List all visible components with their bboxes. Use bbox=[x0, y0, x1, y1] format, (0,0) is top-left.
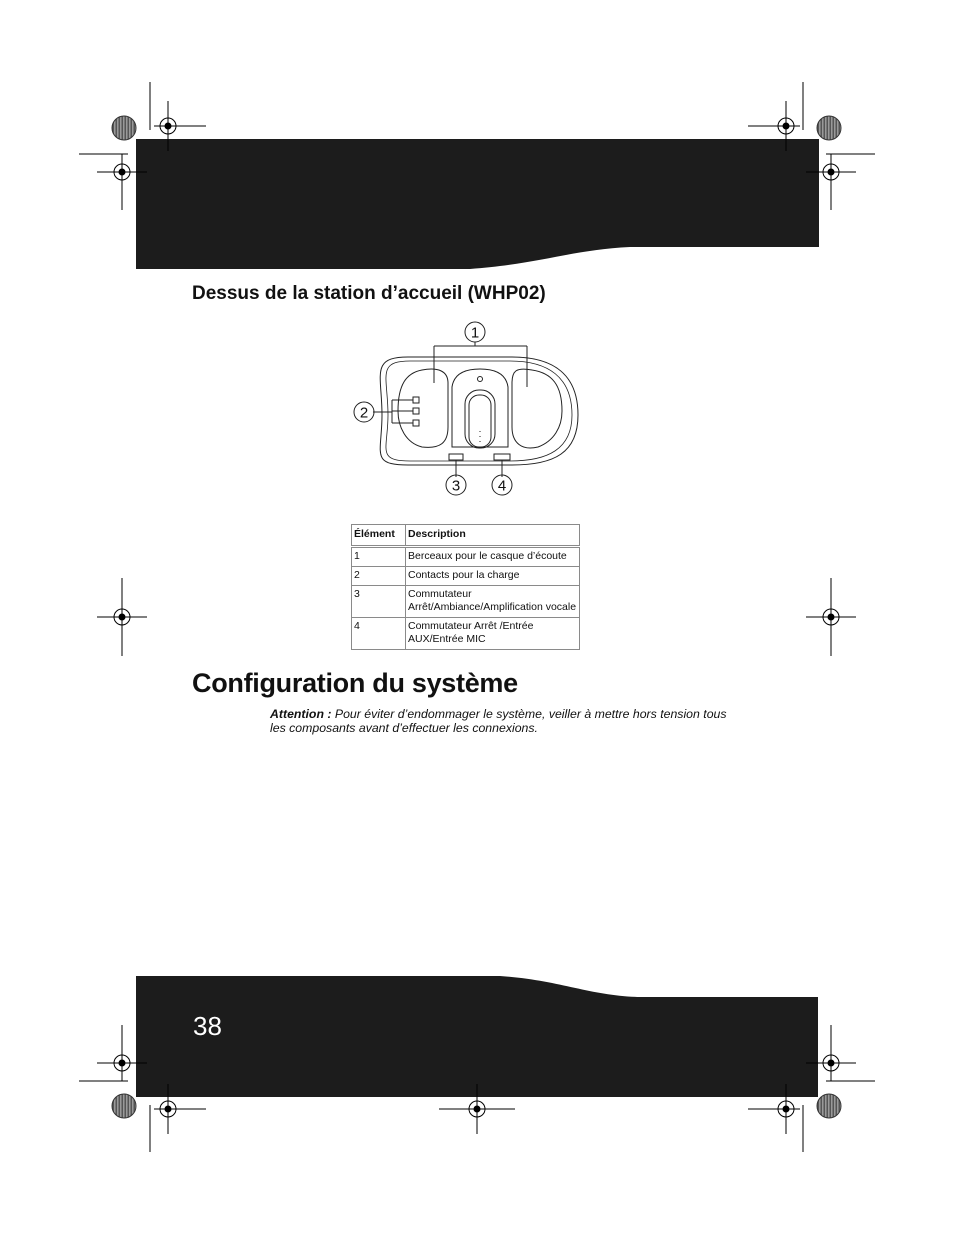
item-number: 4 bbox=[352, 618, 406, 650]
switch-4 bbox=[494, 454, 510, 460]
table-row bbox=[352, 547, 580, 567]
section-heading: Dessus de la station d’accueil (WHP02) bbox=[192, 283, 546, 304]
item-number: 3 bbox=[352, 586, 406, 618]
page-title: Configuration du système bbox=[192, 668, 518, 698]
callout-label-4: 4 bbox=[497, 477, 507, 495]
attention-label: Attention : bbox=[270, 707, 332, 721]
callout-label-2: 2 bbox=[359, 404, 369, 422]
cradle-right bbox=[512, 369, 562, 448]
attention-note bbox=[270, 707, 740, 735]
top-banner bbox=[136, 139, 819, 269]
item-description: Commutateur Arrêt /Entrée AUX/Entrée MIC bbox=[406, 618, 580, 650]
item-number: 2 bbox=[352, 567, 406, 586]
table-header-row bbox=[352, 525, 580, 547]
column-header-description: Description bbox=[406, 525, 580, 547]
parts-table bbox=[351, 524, 580, 650]
attention-text: Pour éviter d’endommager le système, veiller à mettre hors tension tous les composants avant d’effectuer les connexions. bbox=[270, 707, 727, 735]
switch-3 bbox=[449, 454, 463, 460]
callout-label-3: 3 bbox=[451, 477, 461, 495]
page-number: 38 bbox=[193, 1011, 222, 1041]
callout-label-1: 1 bbox=[470, 324, 480, 342]
item-number: 1 bbox=[352, 547, 406, 567]
table-row bbox=[352, 586, 580, 618]
item-description: Contacts pour la charge bbox=[406, 567, 580, 586]
table-row bbox=[352, 567, 580, 586]
charge-contact bbox=[413, 397, 419, 403]
charge-contact bbox=[413, 408, 419, 414]
charge-contact bbox=[413, 420, 419, 426]
item-description: Berceaux pour le casque d’écoute bbox=[406, 547, 580, 567]
docking-station-diagram bbox=[340, 315, 590, 500]
cradle-left bbox=[398, 369, 448, 447]
item-description: Commutateur Arrêt/Ambiance/Amplification vocale bbox=[406, 586, 580, 618]
table-row bbox=[352, 618, 580, 650]
center-dock bbox=[452, 369, 508, 447]
bottom-banner bbox=[136, 976, 818, 1097]
column-header-item: Élément bbox=[352, 525, 406, 547]
